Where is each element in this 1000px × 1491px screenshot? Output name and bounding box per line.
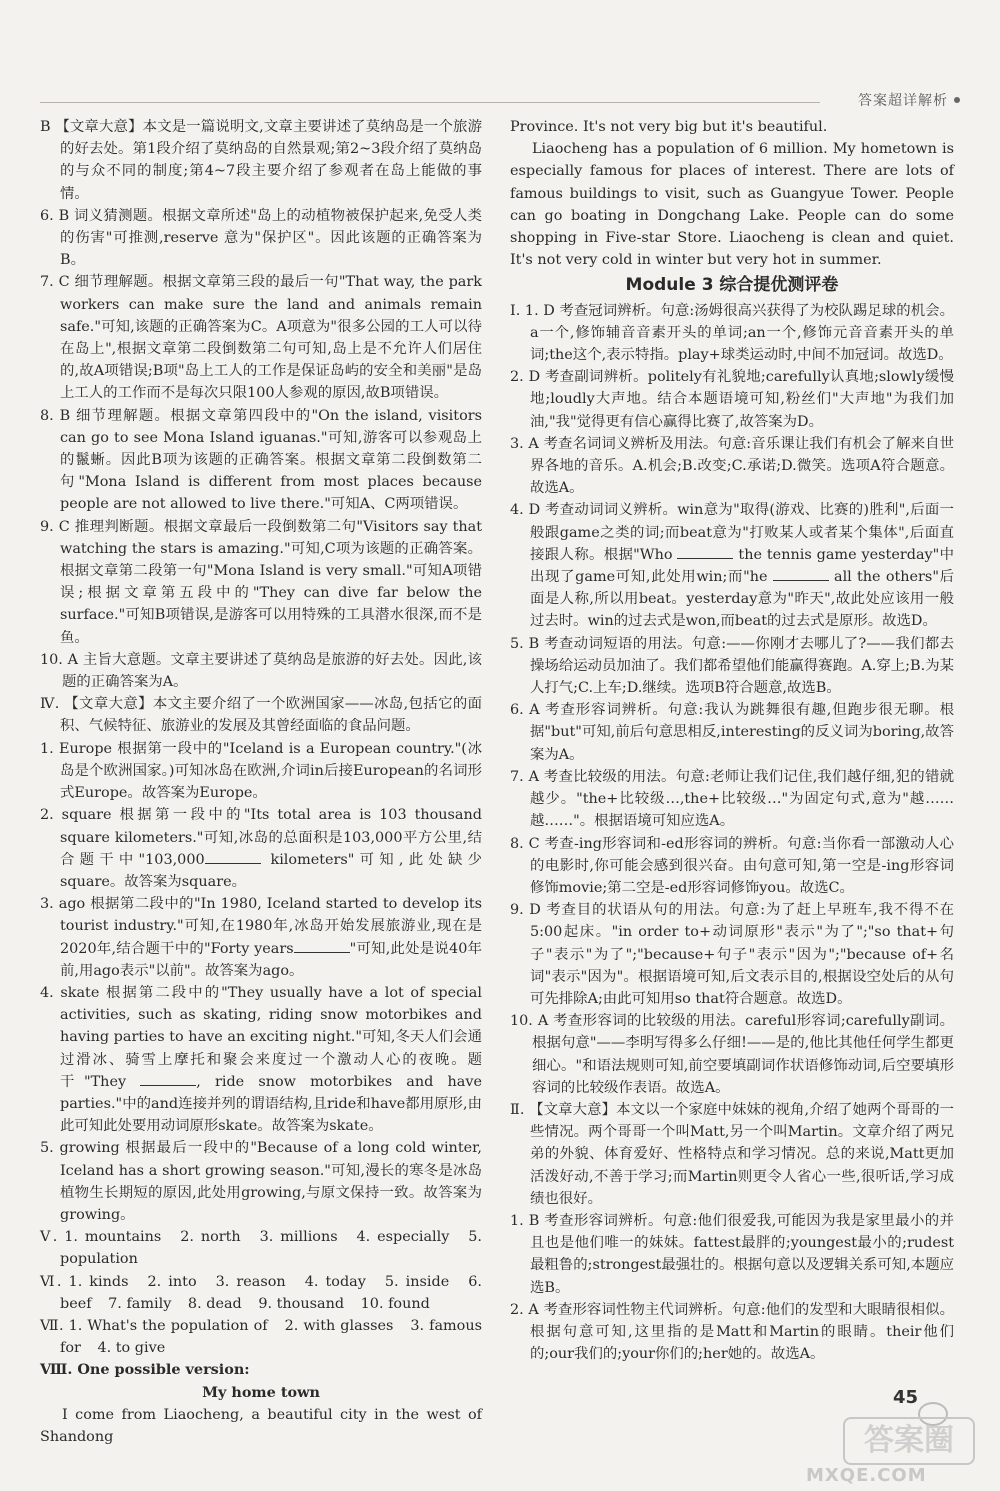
watermark-badge: 答案圈 (843, 1417, 975, 1465)
section-vii-item: 1. What's the population of (68, 1317, 273, 1334)
section-v-item: 4. especially (356, 1229, 457, 1246)
iv-answer-2: 2. square 根据第一段中的"Its total area is 103 thousand square kilometers."可知,冰岛的总面积是103,000平方公里,结合题干中"103,000 kilometers"可知,此处缺少square。故答案为square。 (40, 807, 483, 890)
section-vi-item: 3. reason (215, 1273, 293, 1290)
left-column (40, 116, 482, 1448)
page-number: 45 (893, 1387, 919, 1408)
section-ii-answer-1: 1. B 考查形容词辨析。句意:他们很爱我,可能因为我是家里最小的并且也是他们唯一的妹妹。fattest最胖的;youngest最小的;rudest最粗鲁的;strongest最强壮的。根据句意以及逻辑关系可知,本题应选B。 (510, 1212, 954, 1296)
iv-answer-4: 4. skate 根据第二段中的"They usually have a lot of special activities, such as skating, riding snow motorbikes and having parties to have an exciting night."可知,冬天人们会通过滑冰、骑雪上摩托和聚会来度过一个激动人心的夜晚。题干"They , ride snow motorbikes and have parties."中的and连接并列的谓语结构,且ride和have都用原形,由此可知此处要用动词原形skate。故答案为skate。 (40, 984, 483, 1135)
header-label: 答案超详解析 (858, 93, 948, 109)
answer-6: 6. B 词义猜测题。根据文章所述"岛上的动植物被保护起来,免受人类的伤害"可推测,reserve 意为"保护区"。因此该题的正确答案为B。 (40, 207, 482, 269)
section-vii: Ⅶ. 1. What's the population of 2. with glasses 3. famous for 4. to give (40, 1317, 483, 1357)
module-answer-7: 7. A 考查比较级的用法。句意:老师让我们记住,我们越仔细,犯的错就越少。"the+比较级…,the+比较级…"为固定句式,意为"越……越……"。根据语境可知应选A。 (510, 768, 954, 830)
right-column (510, 116, 954, 1365)
header-dot-icon (954, 97, 960, 103)
module-answer-8: 8. C 考查-ing形容词和-ed形容词的辨析。句意:当你看一部激动人心的电影时,你可能会感到很兴奋。由句意可知,第一空是-ing形容词修饰movie;第二空是-ed形容词修饰you。故选C。 (510, 835, 954, 896)
section-vi-item: 6. beef (60, 1273, 482, 1312)
section-vii-item: 2. with glasses (284, 1317, 399, 1334)
section-v-item: 2. north (180, 1229, 248, 1246)
passage-b-summary: B 【文章大意】本文是一篇说明文,文章主要讲述了莫纳岛是一个旅游的好去处。第1段介绍了莫纳岛的自然景观;第2~3段介绍了莫纳岛的与众不同的制度;第4~7段主要介绍了参观者在岛上能做的事情。 (40, 119, 482, 202)
answer-10: 10. A 主旨大意题。文章主要讲述了莫纳岛是旅游的好去处。因此,该题的正确答案为A。 (40, 651, 482, 691)
section-vi-item: 4. today (304, 1273, 373, 1290)
module-answer-9: 9. D 考查目的状语从句的用法。句意:为了赶上早班车,我不得不在5:00起床。"in order to+动词原形"表示"为了";"so that+句子"表示"为了";"because+句子"表示"因为";"because of+名词"表示"因为"。根据语境可知,后文表示目的,根据设空处后的从句可先排除A;由此可知用so that符合题意。故选D。 (510, 902, 954, 1007)
module-answer-1: Ⅰ. 1. D 考查冠词辨析。句意:汤姆很高兴获得了为校队踢足球的机会。a一个,修饰辅音音素开头的单词;an一个,修饰元音音素开头的单词;the这个,表示特指。play+球类运动时,中间不加冠词。故选D。 (510, 302, 954, 364)
module-answer-6: 6. A 考查形容词辨析。句意:我认为跳舞很有趣,但跑步很无聊。根据"but"可知,前后句意思相反,interesting的反义词为boring,故答案为A。 (510, 702, 954, 763)
essay-continuation: Province. It's not very big but it's beautiful. (510, 119, 828, 135)
section-viii-label: Ⅷ. One possible version: (40, 1361, 250, 1379)
essay-title: My home town (202, 1383, 320, 1401)
essay-paragraph-1: I come from Liaocheng, a beautiful city in the west of Shandong (40, 1406, 482, 1445)
section-vi-item: 10. found (360, 1295, 430, 1312)
section-vi-item: 5. inside (384, 1273, 457, 1290)
section-v-item: 1. mountains (64, 1229, 169, 1246)
essay-paragraph-2: Liaocheng has a population of 6 million. My hometown is especially famous for places of interest. There are lots of famous buildings to visit, such as Guangyue Tower. People can go boating in Dongchang Lake. People can do some shopping in Five-star Store. Liaocheng is clean and quiet. It's not very cold in winter but very hot in summer. (510, 141, 954, 269)
section-vi: Ⅵ. 1. kinds 2. into 3. reason 4. today 5. inside 6. beef 7. family 8. dead 9. thousand 10. found (40, 1273, 482, 1312)
section-iv-summary: Ⅳ. 【文章大意】本文主要介绍了一个欧洲国家——冰岛,包括它的面积、气候特征、旅游业的发展及其曾经面临的食品问题。 (40, 696, 482, 735)
module-answer-5: 5. B 考查动词短语的用法。句意:——你刚才去哪儿了?——我们都去操场给运动员加油了。我们都希望他们能赢得赛跑。A.穿上;B.为某人打气;C.上车;D.继续。选项B符合题意,故选B。 (510, 635, 954, 697)
section-v: Ⅴ. 1. mountains 2. north 3. millions 4. especially 5. population (40, 1229, 482, 1268)
section-vi-item: 8. dead (187, 1295, 247, 1312)
module-answer-4: 4. D 考查动词词义辨析。win意为"取得(游戏、比赛的)胜利",后面一般跟game之类的词;而beat意为"打败某人或者某个集体",后面直接跟人称。根据"Who the tennis game yesterday"中出现了game可知,此处用win;而"he all the others"后面是人称,所以用beat。yesterday意为"昨天",故此处应该用一般过去时。win的过去式是won,而beat的过去式是原形。故选D。 (510, 502, 955, 630)
section-vi-item: 9. thousand (258, 1295, 349, 1312)
module-title: Module 3 综合提优测评卷 (625, 275, 839, 296)
header-rule (40, 102, 820, 103)
section-vii-item: 4. to give (97, 1340, 166, 1357)
answer-9: 9. C 推理判断题。根据文章最后一段倒数第二句"Visitors say that watching the stars is amazing."可知,C项为该题的正确答案。根据文章第二段第一句"Mona Island is very small."可知A项错误;根据文章第五段中的"They can dive far below the surface."可知B项错误,是游客可以用特殊的工具潜水很深,而不是鱼。 (40, 518, 482, 646)
module-answer-3: 3. A 考查名词词义辨析及用法。句意:音乐课让我们有机会了解来自世界各地的音乐。A.机会;B.改变;C.承诺;D.微笑。选项A符合题意。故选A。 (510, 435, 954, 497)
iv-answer-3: 3. ago 根据第二段中的"In 1980, Iceland started to develop its tourist industry."可知,在1980年,冰岛开始发展旅游业,现在是2020年,结合题干中的"Forty years "可知,此处是说40年前,用ago表示"以前"。故答案为ago。 (40, 896, 482, 979)
answer-8: 8. B 细节理解题。根据文章第四段中的"On the island, visitors can go to see Mona Island iguanas."可知,游客可以参观岛上的鬣蜥。因此B项为该题的正确答案。根据文章第二段倒数第二句"Mona Island is different from most places because people are not allowed to live there."可知A、C两项错误。 (40, 407, 482, 513)
iv-answer-1: 1. Europe 根据第一段中的"Iceland is a European country."(冰岛是个欧洲国家。)可知冰岛在欧洲,介词in后接European的名词形式Europe。故答案为Europe。 (40, 740, 482, 802)
watermark-site: MXQE.COM (806, 1465, 927, 1486)
answer-7: 7. C 细节理解题。根据文章第三段的最后一句"That way, the park workers can make sure the land and animals remain safe."可知,该题的正确答案为C。A项意为"很多公园的工人可以待在岛上",根据文章第二段倒数第二句可知,岛上是不允许人们居住的,故A项错误;B项"岛上工人的工作是保证岛屿的安全和美丽"是岛上工人的工作而不是每次只限100人参观的原因,故B项错误。 (40, 274, 482, 402)
section-vi-item: 1. kinds (68, 1273, 136, 1290)
module-answer-2: 2. D 考查副词辨析。politely有礼貌地;carefully认真地;slowly缓慢地;loudly大声地。结合本题语境可知,粉丝们"大声地"为我们加油,"我"觉得更有信心赢得比赛了,故答案为D。 (510, 369, 954, 430)
section-ii-answer-2: 2. A 考查形容词性物主代词辨析。句意:他们的发型和大眼睛很相似。根据句意可知,这里指的是Matt和Martin的眼睛。their他们的;our我们的;your你们的;her她的。故选A。 (510, 1301, 954, 1363)
section-vi-item: 2. into (147, 1273, 204, 1290)
section-v-item: 5. population (60, 1229, 482, 1268)
iv-answer-5: 5. growing 根据最后一段中的"Because of a long cold winter, Iceland has a short growing season."可知,漫长的寒冬是冰岛植物生长期短的原因,此处用growing,与原文保持一致。故答案为growing。 (40, 1140, 482, 1223)
section-vi-item: 7. family (108, 1295, 176, 1312)
section-v-item: 3. millions (259, 1229, 345, 1246)
section-vii-item: 3. famous for (60, 1317, 483, 1357)
section-ii-summary: Ⅱ. 【文章大意】本文以一个家庭中妹妹的视角,介绍了她两个哥哥的一些情况。两个哥哥一个叫Matt,另一个叫Martin。文章介绍了两兄弟的外貌、体育爱好、性格特点和学习情况。总的来说,Matt更加活泼好动,不善于学习;而Martin则更令人省心一些,很听话,学习成绩也很好。 (510, 1101, 954, 1207)
module-answer-10: 10. A 考查形容词的比较级的用法。careful形容词;carefully副词。根据句意"——李明写得多么仔细!——是的,他比其他任何学生都更细心。"和语法规则可知,前空要填副词作状语修饰动词,后空要填形容词的比较级作表语。故选A。 (510, 1013, 954, 1096)
